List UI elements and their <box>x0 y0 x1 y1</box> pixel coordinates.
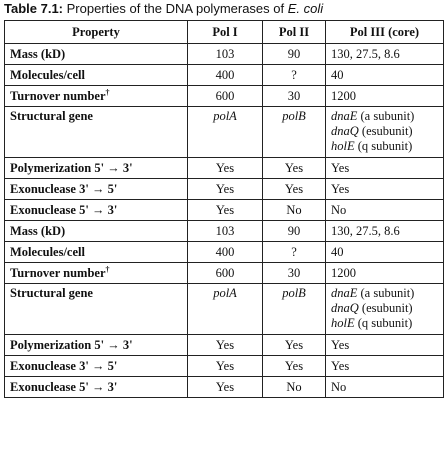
pol3-cell: No <box>326 200 444 221</box>
gene-name: holE <box>331 316 355 330</box>
pol3-cell: No <box>326 377 444 398</box>
gene-name: dnaE <box>331 109 358 123</box>
pol3-cell: Yes <box>326 158 444 179</box>
pol3-cell <box>326 107 444 158</box>
property-label: Mass (kD) <box>10 223 66 238</box>
gene-name: dnaQ <box>331 124 359 138</box>
table-caption <box>4 0 323 18</box>
property-cell <box>5 44 188 65</box>
property-label: Exonuclease 5' → 3' <box>10 379 118 394</box>
pol2-cell: 90 <box>263 221 326 242</box>
pol2-cell: ? <box>263 242 326 263</box>
gene-note: (esubunit) <box>358 301 413 315</box>
gene-note: (a subunit) <box>357 286 415 300</box>
pol1-cell: 600 <box>188 86 263 107</box>
property-cell <box>5 179 188 200</box>
pol2-cell: polB <box>263 284 326 335</box>
property-cell <box>5 86 188 107</box>
header-pol2: Pol II <box>263 21 326 44</box>
property-cell <box>5 284 188 335</box>
table-row <box>5 221 444 242</box>
gene-note: (a subunit) <box>357 109 415 123</box>
pol2-cell: Yes <box>263 335 326 356</box>
pol1-cell: 103 <box>188 221 263 242</box>
property-label: Turnover number <box>10 265 106 280</box>
property-cell <box>5 200 188 221</box>
gene-note: (q subunit) <box>354 139 413 153</box>
property-cell <box>5 242 188 263</box>
caption-label: Table 7.1: <box>4 1 64 16</box>
pol2-cell: 30 <box>263 263 326 284</box>
table-row <box>5 158 444 179</box>
property-label: Molecules/cell <box>10 67 85 82</box>
pol2-cell: polB <box>263 107 326 158</box>
property-label: Exonuclease 3' → 5' <box>10 358 118 373</box>
property-label: Polymerization 5' → 3' <box>10 160 133 175</box>
property-label: Turnover number <box>10 88 106 103</box>
property-cell <box>5 377 188 398</box>
table-row <box>5 356 444 377</box>
caption-text: Properties of the DNA polymerases of <box>63 1 288 16</box>
pol3-cell <box>326 284 444 335</box>
header-row <box>5 21 444 44</box>
gene-line <box>331 316 438 331</box>
pol3-cell: 40 <box>326 65 444 86</box>
header-property: Property <box>5 21 188 44</box>
pol1-cell: Yes <box>188 356 263 377</box>
property-cell <box>5 65 188 86</box>
gene-line <box>331 301 438 316</box>
pol2-cell: Yes <box>263 179 326 200</box>
property-label: Structural gene <box>10 109 93 123</box>
pol1-cell: 400 <box>188 65 263 86</box>
pol3-cell: Yes <box>326 179 444 200</box>
pol3-cell: 1200 <box>326 263 444 284</box>
pol2-cell: ? <box>263 65 326 86</box>
pol1-cell: polA <box>188 284 263 335</box>
pol2-cell: No <box>263 377 326 398</box>
table-row <box>5 335 444 356</box>
gene-name: dnaQ <box>331 301 359 315</box>
table-row <box>5 377 444 398</box>
pol3-cell: Yes <box>326 356 444 377</box>
pol1-cell: Yes <box>188 200 263 221</box>
gene-line <box>331 109 438 124</box>
pol1-cell: polA <box>188 107 263 158</box>
header-pol3: Pol III (core) <box>326 21 444 44</box>
property-cell <box>5 356 188 377</box>
property-cell <box>5 335 188 356</box>
gene-note: (esubunit) <box>358 124 413 138</box>
gene-name: dnaE <box>331 286 358 300</box>
pol2-cell: 90 <box>263 44 326 65</box>
table-row <box>5 86 444 107</box>
pol3-cell: Yes <box>326 335 444 356</box>
pol3-cell: 130, 27.5, 8.6 <box>326 44 444 65</box>
table-row <box>5 200 444 221</box>
table-row <box>5 242 444 263</box>
property-label: Mass (kD) <box>10 46 66 61</box>
pol3-cell: 1200 <box>326 86 444 107</box>
property-cell <box>5 221 188 242</box>
footnote-mark: † <box>105 264 110 274</box>
pol2-cell: Yes <box>263 356 326 377</box>
property-cell <box>5 107 188 158</box>
table-row <box>5 179 444 200</box>
caption-organism: E. coli <box>287 1 324 16</box>
table-row <box>5 107 444 158</box>
pol1-cell: Yes <box>188 377 263 398</box>
pol1-cell: 103 <box>188 44 263 65</box>
property-cell <box>5 158 188 179</box>
header-pol1: Pol I <box>188 21 263 44</box>
pol1-cell: Yes <box>188 158 263 179</box>
pol1-cell: 400 <box>188 242 263 263</box>
pol1-cell: Yes <box>188 179 263 200</box>
pol1-cell: 600 <box>188 263 263 284</box>
pol2-cell: Yes <box>263 158 326 179</box>
property-label: Exonuclease 3' → 5' <box>10 181 118 196</box>
table-row <box>5 44 444 65</box>
pol1-cell: Yes <box>188 335 263 356</box>
table-row <box>5 284 444 335</box>
property-label: Polymerization 5' → 3' <box>10 337 133 352</box>
pol3-cell: 40 <box>326 242 444 263</box>
property-label: Exonuclease 5' → 3' <box>10 202 118 217</box>
pol2-cell: No <box>263 200 326 221</box>
table-row <box>5 65 444 86</box>
polymerase-table <box>4 20 444 398</box>
table-row <box>5 263 444 284</box>
footnote-mark: † <box>105 87 110 97</box>
pol3-cell: 130, 27.5, 8.6 <box>326 221 444 242</box>
gene-line <box>331 286 438 301</box>
property-cell <box>5 263 188 284</box>
gene-name: holE <box>331 139 355 153</box>
gene-line <box>331 139 438 154</box>
gene-line <box>331 124 438 139</box>
pol2-cell: 30 <box>263 86 326 107</box>
property-label: Structural gene <box>10 286 93 300</box>
property-label: Molecules/cell <box>10 244 85 259</box>
gene-note: (q subunit) <box>354 316 413 330</box>
